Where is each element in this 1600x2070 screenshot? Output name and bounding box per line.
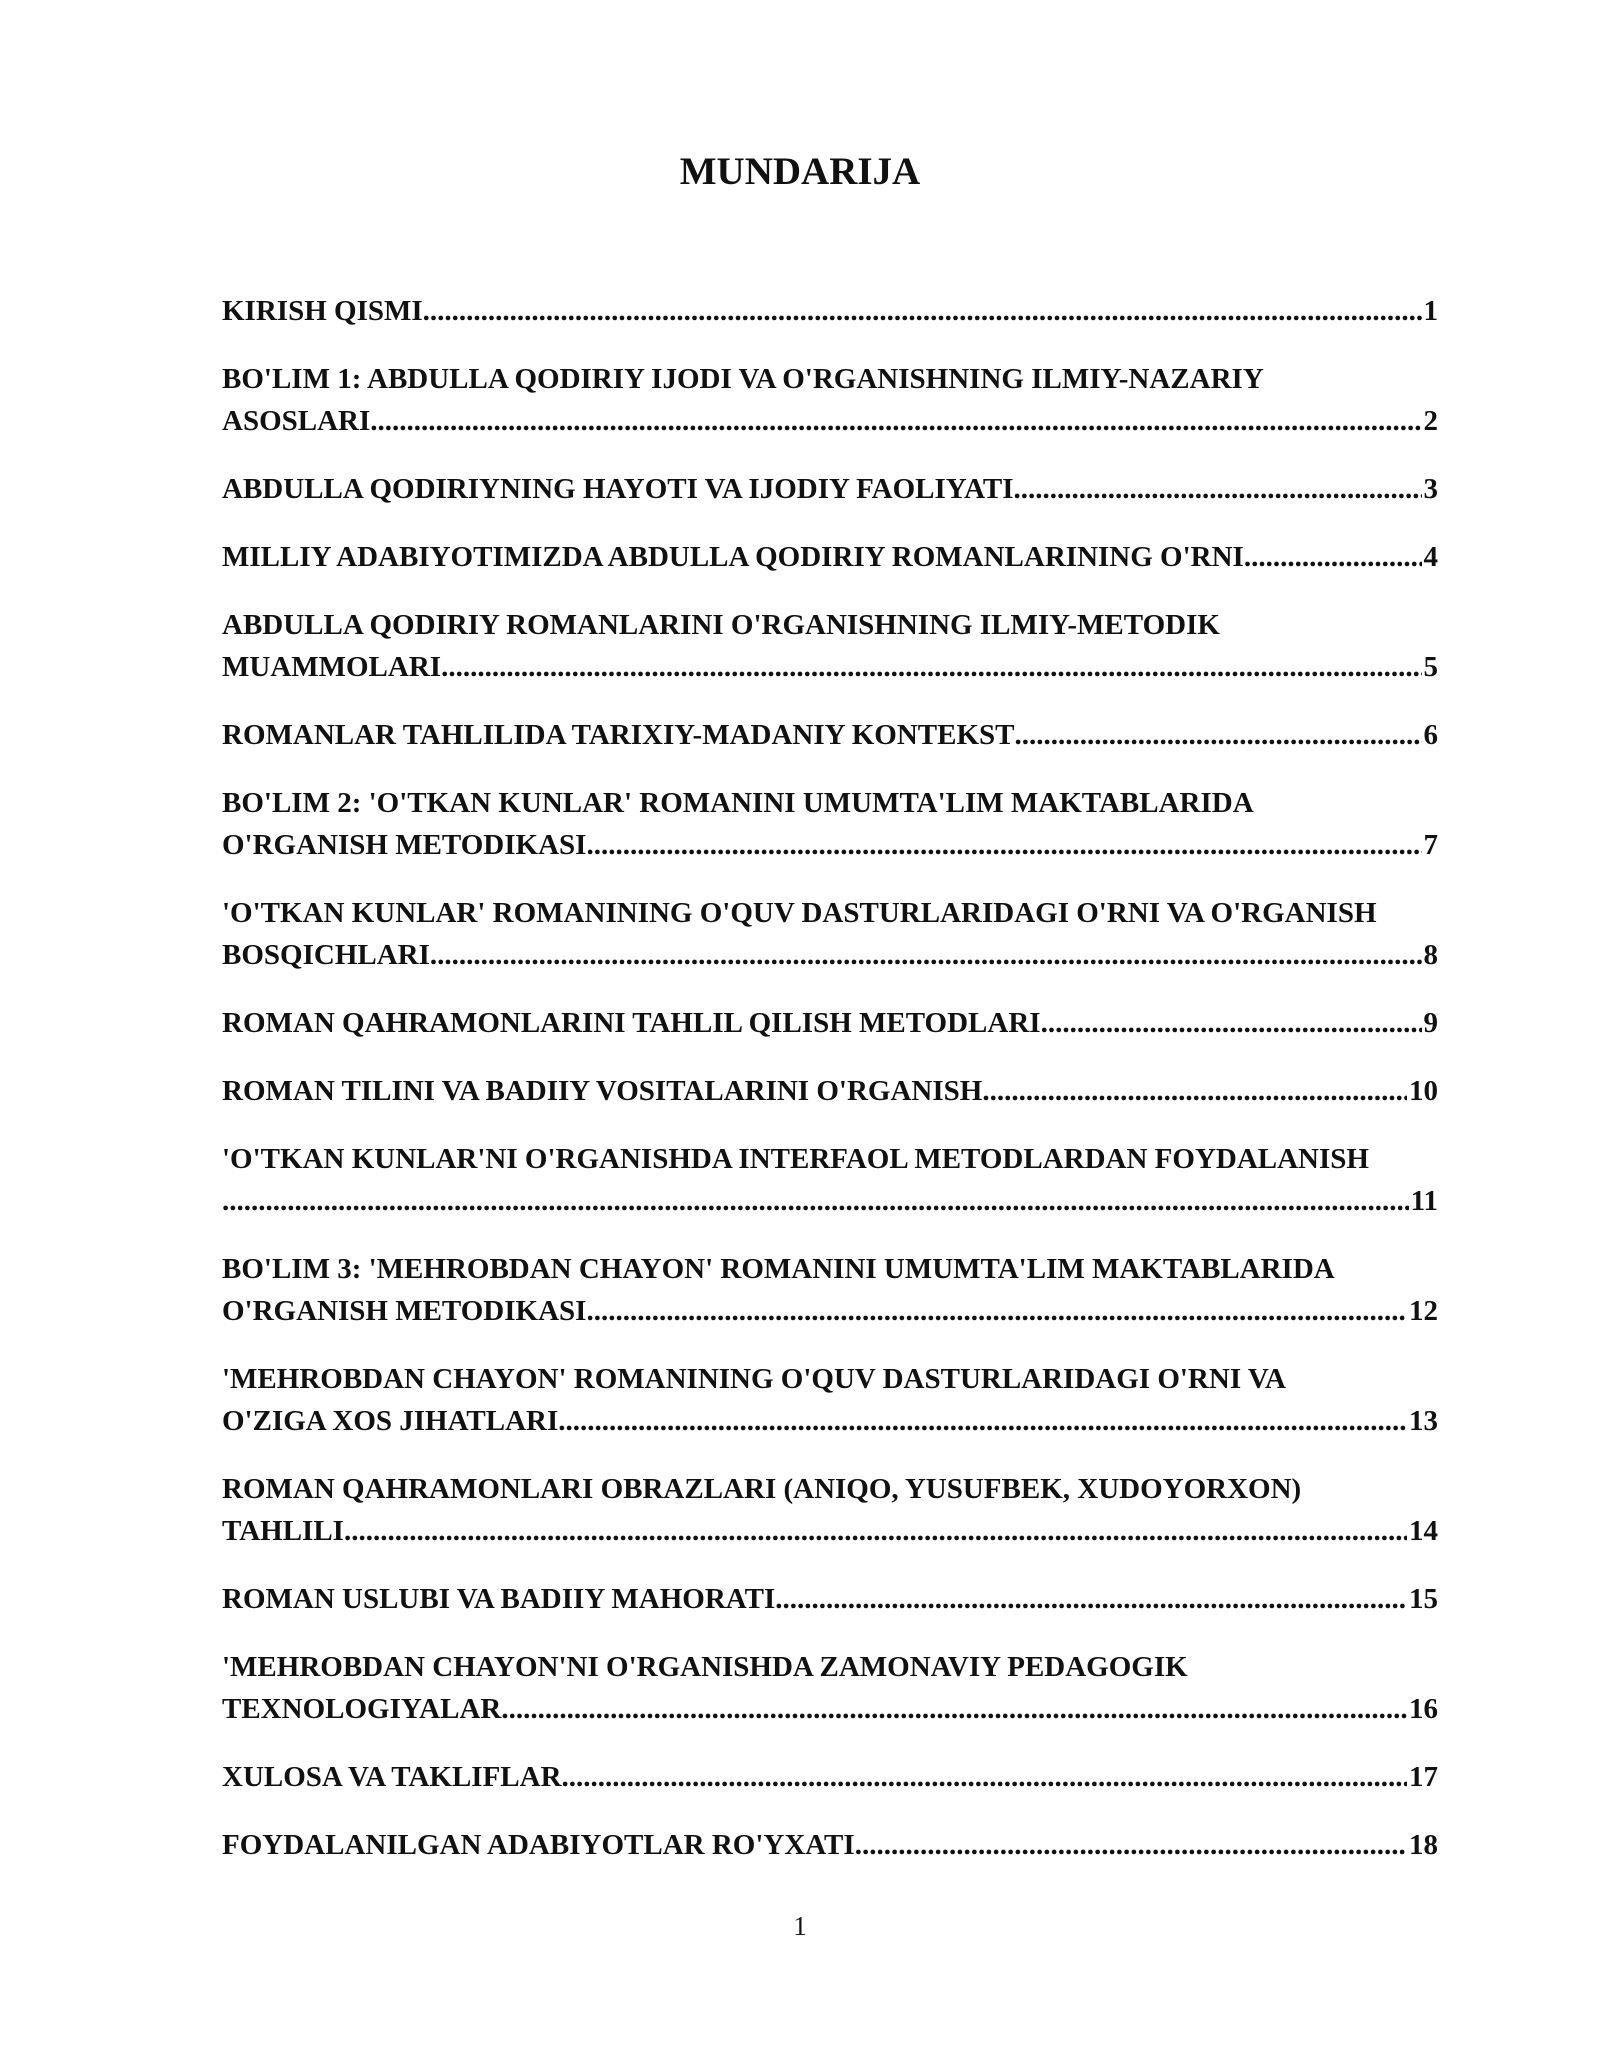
toc-entry-line [222, 1070, 1438, 1112]
dot-leader [982, 1070, 1407, 1112]
toc-entry-line [222, 1824, 1438, 1866]
toc-entry-line [222, 714, 1438, 756]
dot-leader [423, 290, 1422, 332]
toc-entry[interactable] [222, 1002, 1438, 1044]
dot-leader [1041, 1002, 1422, 1044]
toc-entry-line [222, 1002, 1438, 1044]
toc-entry-line [222, 290, 1438, 332]
toc-entry[interactable] [222, 1646, 1438, 1730]
toc-entry-title-line: 'O'TKAN KUNLAR' ROMANINING O'QUV DASTURLARIDAGI O'RNI VA O'RGANISH [222, 897, 1377, 929]
toc-entry-title-line: BO'LIM 1: ABDULLA QODIRIY IJODI VA O'RGANISHNING ILMIY-NAZARIY [222, 363, 1264, 395]
toc-entry-title: O'RGANISH METODIKASI [222, 1295, 587, 1327]
toc-page-number: 7 [1423, 829, 1438, 861]
toc-entry-title: ROMAN TILINI VA BADIIY VOSITALARINI O'RGANISH [222, 1075, 983, 1107]
toc-entry-title-line: 'MEHROBDAN CHAYON' ROMANINING O'QUV DASTURLARIDAGI O'RNI VA [222, 1363, 1286, 1395]
toc-entry-title-line: BO'LIM 2: 'O'TKAN KUNLAR' ROMANINI UMUMTA'LIM MAKTABLARIDA [222, 787, 1254, 819]
page-number: 1 [793, 1911, 807, 1941]
dot-leader [586, 824, 1421, 866]
toc-entry-line [222, 1290, 1438, 1332]
toc-page-number: 12 [1409, 1295, 1438, 1327]
dot-leader [855, 1824, 1407, 1866]
dot-leader [1015, 714, 1422, 756]
page-title: MUNDARIJA [679, 150, 921, 193]
toc-entry-title: O'ZIGA XOS JIHATLARI [222, 1405, 559, 1437]
toc-entry[interactable] [222, 290, 1438, 332]
dot-leader [344, 1510, 1407, 1552]
toc-page-number: 8 [1423, 939, 1438, 971]
toc-entry-line [222, 934, 1438, 976]
toc-entry-title: MILLIY ADABIYOTIMIZDA ABDULLA QODIRIY ROMANLARINING O'RNI [222, 541, 1244, 573]
toc-entry-title: ROMAN QAHRAMONLARINI TAHLIL QILISH METODLARI [222, 1007, 1041, 1039]
toc-entry-title-line: ABDULLA QODIRIY ROMANLARINI O'RGANISHNING ILMIY-METODIK [222, 609, 1220, 641]
toc-entry-line [222, 536, 1438, 578]
dot-leader [775, 1578, 1407, 1620]
toc-entry[interactable] [222, 604, 1438, 688]
toc-page-number: 2 [1423, 405, 1438, 437]
toc-entry-title-line: ROMAN QAHRAMONLARI OBRAZLARI (ANIQO, YUSUFBEK, XUDOYORXON) [222, 1473, 1302, 1505]
toc-entry[interactable] [222, 1756, 1438, 1798]
toc-entry-line [222, 824, 1438, 866]
toc-entry[interactable] [222, 1578, 1438, 1620]
toc-entry-line [222, 1400, 1438, 1442]
toc-page-number: 14 [1409, 1515, 1438, 1547]
toc-entry-line [222, 1756, 1438, 1798]
toc-entry-title-line: BO'LIM 3: 'MEHROBDAN CHAYON' ROMANINI UMUMTA'LIM MAKTABLARIDA [222, 1253, 1335, 1285]
toc-entry-title: TEXNOLOGIYALAR [222, 1693, 502, 1725]
toc-entry-title: FOYDALANILGAN ADABIYOTLAR RO'YXATI [222, 1829, 855, 1861]
toc-entry[interactable] [222, 1468, 1438, 1552]
toc-entry-title: ROMANLAR TAHLILIDA TARIXIY-MADANIY KONTEKST [222, 719, 1015, 751]
toc-entry-line [222, 1510, 1438, 1552]
toc-entry[interactable] [222, 1248, 1438, 1332]
toc-page-number: 4 [1423, 541, 1438, 573]
toc-entry[interactable] [222, 468, 1438, 510]
toc-page-number: 3 [1423, 473, 1438, 505]
toc-entry[interactable] [222, 1070, 1438, 1112]
dot-leader [430, 934, 1422, 976]
dot-leader [1014, 468, 1422, 510]
dot-leader [1244, 536, 1422, 578]
toc-entry[interactable] [222, 714, 1438, 756]
toc-page-number: 9 [1423, 1007, 1438, 1039]
toc-entry-line [222, 1578, 1438, 1620]
toc-page-number: 13 [1409, 1405, 1438, 1437]
dot-leader [222, 1180, 1409, 1222]
toc-entry-line [222, 400, 1438, 442]
toc-entry-line [222, 1180, 1438, 1222]
toc-entry-title: O'RGANISH METODIKASI [222, 829, 587, 861]
toc-entry[interactable] [222, 1358, 1438, 1442]
dot-leader [586, 1290, 1407, 1332]
toc-entry-title: MUAMMOLARI [222, 651, 442, 683]
toc-page-number: 18 [1409, 1829, 1438, 1861]
dot-leader [562, 1756, 1407, 1798]
toc-entry[interactable] [222, 536, 1438, 578]
toc-entry-line [222, 646, 1438, 688]
toc-entry-title: TAHLILI [222, 1515, 344, 1547]
toc-entry-title: ABDULLA QODIRIYNING HAYOTI VA IJODIY FAOLIYATI [222, 473, 1014, 505]
toc-page-number: 1 [1423, 295, 1438, 327]
toc-page-number: 10 [1409, 1075, 1438, 1107]
toc-page-number: 15 [1409, 1583, 1438, 1615]
toc-entry-title-line: 'MEHROBDAN CHAYON'NI O'RGANISHDA ZAMONAVIY PEDAGOGIK [222, 1651, 1188, 1683]
toc-entry[interactable] [222, 892, 1438, 976]
toc-page-number: 6 [1423, 719, 1438, 751]
toc-entry-title: XULOSA VA TAKLIFLAR [222, 1761, 562, 1793]
toc-entry-title-line: 'O'TKAN KUNLAR'NI O'RGANISHDA INTERFAOL METODLARDAN FOYDALANISH [222, 1143, 1369, 1175]
toc-page-number: 11 [1410, 1185, 1438, 1217]
toc-entry-line [222, 1688, 1438, 1730]
toc-page-number: 16 [1409, 1693, 1438, 1725]
dot-leader [441, 646, 1421, 688]
dot-leader [370, 400, 1421, 442]
toc-entry-title: ASOSLARI [222, 405, 371, 437]
table-of-contents [222, 290, 1438, 1892]
toc-page-number: 17 [1409, 1761, 1438, 1793]
dot-leader [558, 1400, 1407, 1442]
toc-entry-title: KIRISH QISMI [222, 295, 423, 327]
toc-entry[interactable] [222, 1138, 1438, 1222]
dot-leader [501, 1688, 1407, 1730]
toc-entry-title: ROMAN USLUBI VA BADIIY MAHORATI [222, 1583, 776, 1615]
toc-entry[interactable] [222, 782, 1438, 866]
toc-entry[interactable] [222, 1824, 1438, 1866]
toc-entry-line [222, 468, 1438, 510]
toc-page-number: 5 [1423, 651, 1438, 683]
toc-entry-title: BOSQICHLARI [222, 939, 430, 971]
toc-entry[interactable] [222, 358, 1438, 442]
